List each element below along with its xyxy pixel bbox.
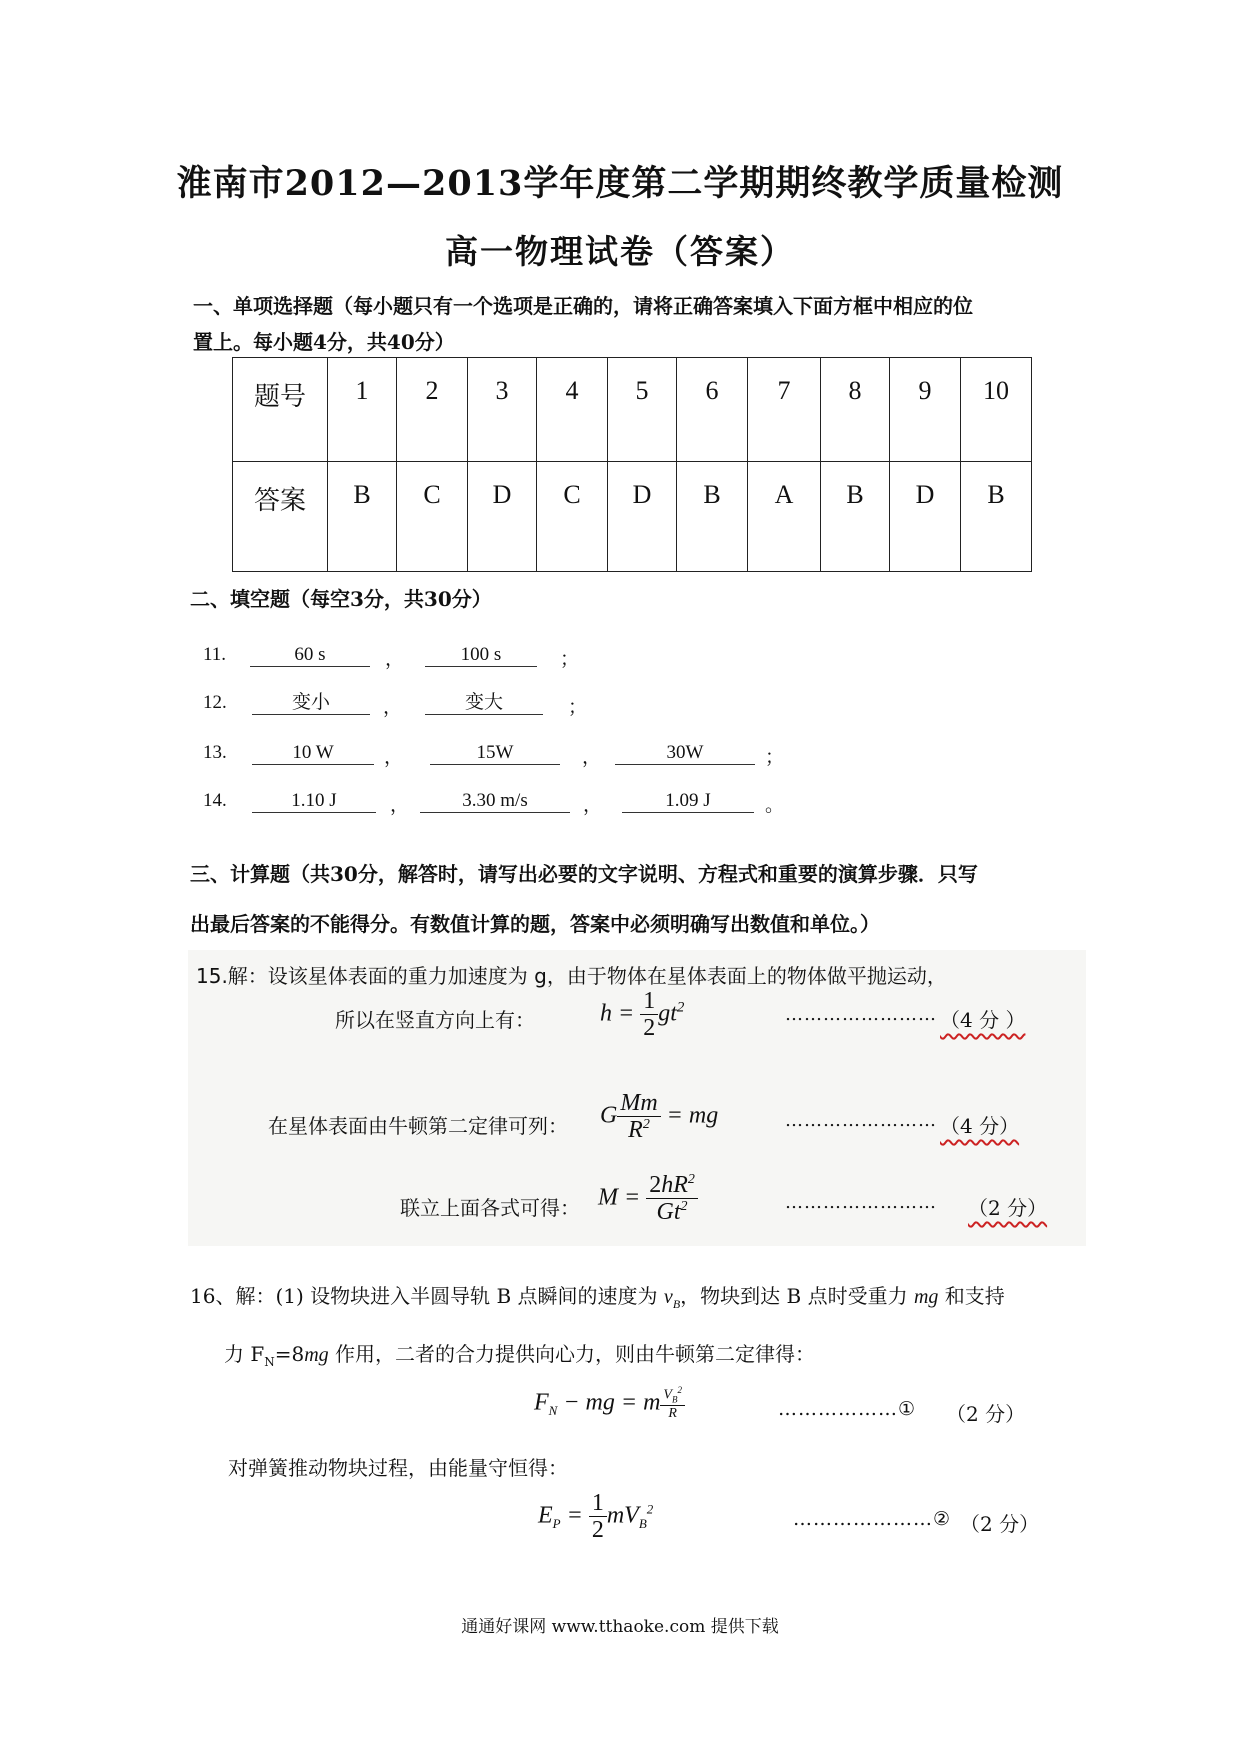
answer-cell: C: [397, 462, 468, 572]
separator: ，: [383, 697, 403, 718]
fraction: $\frac{1}{2}$: [640, 988, 658, 1042]
fraction: $\frac{1}{2}$: [589, 1490, 607, 1544]
page-footer: 通通好课网 www.tthaoke.com 提供下载: [461, 1617, 779, 1637]
page-title: 淮南市2012—2013学年度第二学期期终教学质量检测: [176, 163, 1064, 204]
answer-cell: D: [608, 462, 677, 572]
item-number: 12.: [203, 692, 227, 713]
answer-blank: 100 s: [425, 644, 537, 667]
q15-step1-label: 所以在竖直方向上有：: [335, 1008, 535, 1032]
question-cell: 6: [677, 358, 748, 462]
dot-leader: ……………………: [785, 1192, 937, 1213]
separator: ；: [568, 697, 588, 718]
answer-blank: 变大: [425, 692, 543, 715]
separator: ；: [765, 747, 785, 768]
answer-cell: B: [961, 462, 1032, 572]
q16-eq2-marker: …………………②: [793, 1508, 952, 1530]
separator: ；: [560, 649, 580, 670]
mg-variable: mg: [913, 1286, 939, 1308]
answer-blank: 10 W: [252, 742, 374, 765]
q16-line3: 对弹簧推动物块过程，由能量守恒得：: [228, 1456, 568, 1480]
question-cell: 8: [821, 358, 890, 462]
q15-step2-label: 在星体表面由牛顿第二定律可列：: [268, 1114, 568, 1138]
question-cell: 2: [397, 358, 468, 462]
q16-line2: [224, 1338, 815, 1369]
q15-intro: 15.解：设该星体表面的重力加速度为 g，由于物体在星体表面上的物体做平抛运动，: [196, 964, 947, 988]
q16-eq2-points: （2 分）: [960, 1512, 1040, 1536]
separator: ，: [582, 747, 602, 768]
answer-table: [232, 357, 1032, 572]
answer-cell: C: [537, 462, 608, 572]
q15-step3-points: （2 分）: [968, 1196, 1048, 1220]
section3-heading-line2: 出最后答案的不能得分。有数值计算的题，答案中必须明确写出数值和单位。）: [190, 912, 880, 936]
answer-blank: 变小: [252, 692, 370, 715]
question-cell: 7: [748, 358, 821, 462]
separator: ，: [583, 795, 603, 816]
dot-leader: ……………………: [785, 1110, 937, 1131]
velocity-subscript: B: [672, 1297, 681, 1311]
q16-line1-text: 16、解：(1) 设物块进入半圆导轨 B 点瞬间的速度为: [190, 1284, 658, 1308]
separator: 。: [765, 795, 785, 816]
answer-blank: 15W: [430, 742, 560, 765]
answer-blank: 60 s: [250, 644, 370, 667]
question-number-row: [233, 358, 1032, 462]
item-number: 11.: [203, 644, 227, 665]
answer-blank: 1.10 J: [252, 790, 376, 813]
q15-step1-points: （4 分 ）: [940, 1008, 1026, 1032]
question-cell: 4: [537, 358, 608, 462]
question-cell: 1: [328, 358, 397, 462]
q16-eq1-marker: ………………①: [778, 1398, 917, 1420]
section1-heading-line1: 一、单项选择题（每小题只有一个选项是正确的，请将正确答案填入下面方框中相应的位: [193, 294, 973, 318]
page-subtitle: 高一物理试卷（答案）: [445, 232, 795, 271]
answer-cell: D: [468, 462, 537, 572]
q16-formula-1: $F_N$ − mg = m $\frac{V_B^2}{R}$: [534, 1386, 685, 1422]
force-subscript: N: [264, 1355, 275, 1369]
question-cell: 9: [890, 358, 961, 462]
answer-cell: B: [328, 462, 397, 572]
item-number: 13.: [203, 742, 227, 763]
separator: ，: [390, 795, 410, 816]
section2-heading: 二、填空题（每空3分，共30分）: [190, 587, 492, 611]
section3-heading-line1: 三、计算题（共30分，解答时，请写出必要的文字说明、方程式和重要的演算步骤．只写: [190, 862, 978, 886]
mg-variable: mg: [304, 1344, 329, 1366]
velocity-variable: v: [663, 1286, 673, 1308]
answer-cell: A: [748, 462, 821, 572]
q15-formula-2: G $\frac{Mm}{R^2}$ = mg: [600, 1090, 719, 1144]
separator: ，: [384, 747, 404, 768]
row-header-question: 题号: [233, 358, 328, 462]
q16-eq1-points: （2 分）: [946, 1402, 1026, 1426]
dot-leader: ……………………: [785, 1004, 937, 1025]
question-cell: 3: [468, 358, 537, 462]
row-header-answer: 答案: [233, 462, 328, 572]
q15-step2-points: （4 分）: [940, 1114, 1020, 1138]
answer-cell: D: [890, 462, 961, 572]
answer-blank: 3.30 m/s: [420, 790, 570, 813]
separator: ，: [385, 649, 405, 670]
fraction: $\frac{Mm}{R^2}$: [617, 1090, 660, 1144]
answer-cell: B: [677, 462, 748, 572]
q16-line1-end: 和支持: [944, 1284, 1005, 1308]
q16-line2-start: 力 F: [224, 1342, 265, 1366]
answer-blank: 30W: [615, 742, 755, 765]
answer-blank: 1.09 J: [622, 790, 754, 813]
q15-formula-3: M = $\frac{2hR^2}{Gt^2}$: [598, 1172, 698, 1226]
q16-line1-rest: ，物块到达 B 点时受重力: [680, 1284, 908, 1308]
answer-row: [233, 462, 1032, 572]
question-cell: 10: [961, 358, 1032, 462]
question-cell: 5: [608, 358, 677, 462]
fraction: $\frac{2hR^2}{Gt^2}$: [646, 1172, 698, 1226]
section1-heading-line2: 置上。每小题4分，共40分）: [193, 330, 455, 354]
q15-step3-label: 联立上面各式可得：: [400, 1196, 580, 1220]
item-number: 14.: [203, 790, 227, 811]
fraction: $\frac{V_B^2}{R}$: [660, 1386, 685, 1422]
q16-formula-2: $E_P$ = $\frac{1}{2}$ $mV_B^2$: [538, 1490, 654, 1544]
q16-line2-eq: =8: [274, 1342, 305, 1366]
q16-line2-rest: 作用，二者的合力提供向心力，则由牛顿第二定律得：: [328, 1342, 816, 1366]
answer-cell: B: [821, 462, 890, 572]
q16-line1: [190, 1280, 1005, 1312]
q15-formula-1: h = $\frac{1}{2}$ $gt^2$: [600, 988, 685, 1042]
